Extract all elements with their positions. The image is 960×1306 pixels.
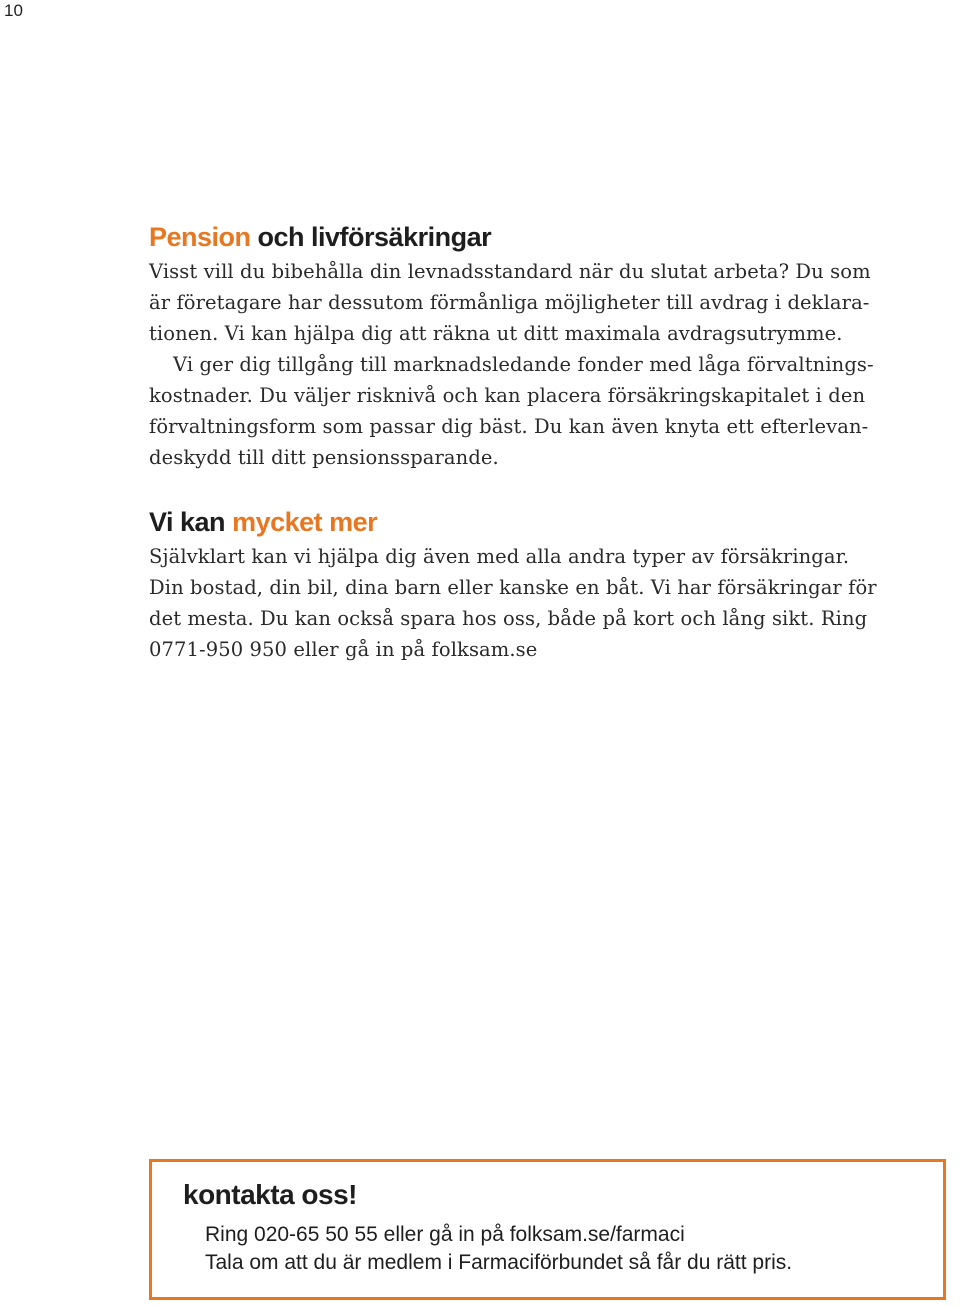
main-content [149,218,949,665]
more-heading-accent: mycket mer [232,507,378,537]
contact-line-member: Tala om att du är medlem i Farmaciförbundet så får du rätt pris. [205,1251,793,1274]
pension-section [149,218,949,473]
paragraph-line: Visst vill du bibehålla din levnadsstandard när du slutat arbeta? Du som [149,260,871,283]
paragraph-line: förvaltningsform som passar dig bäst. Du kan även knyta ett efterlevan- [149,415,869,438]
pension-paragraph [149,256,949,473]
paragraph-line: Vi ger dig tillgång till marknadsledande fonder med låga förvaltnings- [173,353,874,376]
paragraph-line: kostnader. Du väljer risknivå och kan placera försäkringskapitalet i den [149,384,866,407]
paragraph-line: Självklart kan vi hjälpa dig även med alla andra typer av försäkringar. [149,545,850,568]
more-heading [149,503,949,541]
more-section [149,503,949,665]
contact-title: kontakta oss! [183,1179,357,1210]
more-paragraph [149,541,949,665]
paragraph-line: 0771-950 950 eller gå in på folksam.se [149,638,538,661]
paragraph-line: det mesta. Du kan också spara hos oss, både på kort och lång sikt. Ring [149,607,868,630]
paragraph-line: deskydd till ditt pensionssparande. [149,446,499,469]
paragraph-line: Din bostad, din bil, dina barn eller kanske en båt. Vi har försäkringar för [149,576,877,599]
page-number: 10 [4,1,23,20]
pension-heading [149,218,949,256]
paragraph-line: tionen. Vi kan hjälpa dig att räkna ut ditt maximala avdragsutrymme. [149,322,843,345]
more-heading-plain: Vi kan [149,507,233,537]
pension-heading-rest: och livförsäkringar [250,222,492,252]
contact-details [205,1221,792,1277]
pension-heading-accent: Pension [149,222,251,252]
contact-box [149,1159,946,1300]
paragraph-line: är företagare har dessutom förmånliga möjligheter till avdrag i deklara- [149,291,870,314]
contact-line-phone: Ring 020-65 50 55 eller gå in på folksam.se/farmaci [205,1223,685,1246]
